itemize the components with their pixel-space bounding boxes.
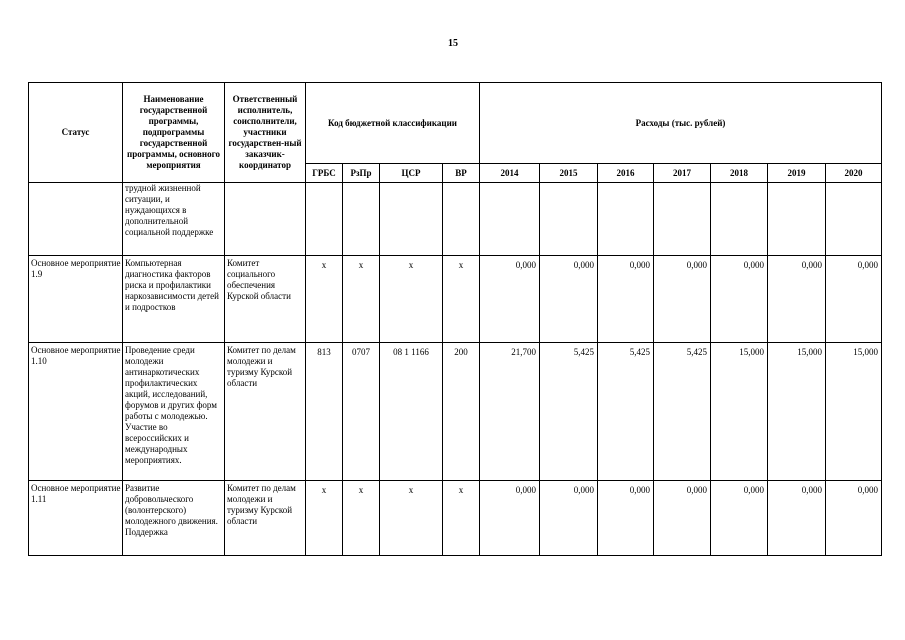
page-number: 15 — [448, 38, 458, 49]
value-cell: 0,000 — [480, 256, 540, 343]
header-vr: ВР — [443, 164, 480, 183]
value-cell: 0,000 — [480, 481, 540, 556]
vr-cell: 200 — [443, 343, 480, 481]
value-cell: 0,000 — [598, 481, 654, 556]
status-cell: Основное мероприятие 1.11 — [29, 481, 123, 556]
value-cell: 5,425 — [540, 343, 598, 481]
value-cell: 0,000 — [654, 256, 711, 343]
value-cell — [598, 183, 654, 256]
header-expenses: Расходы (тыс. рублей) — [480, 83, 882, 164]
grbs-cell: х — [306, 481, 343, 556]
header-year: 2015 — [540, 164, 598, 183]
value-cell: 15,000 — [826, 343, 882, 481]
header-program-name: Наименование государственной программы, подпрограммы государственной программы, основного мероприятия — [123, 83, 225, 183]
name-cell: трудной жизненной ситуации, и нуждающихся в дополнительной социальной поддержке — [123, 183, 225, 256]
grbs-cell: 813 — [306, 343, 343, 481]
value-cell: 0,000 — [711, 256, 768, 343]
value-cell: 0,000 — [540, 481, 598, 556]
grbs-cell: х — [306, 256, 343, 343]
value-cell: 21,700 — [480, 343, 540, 481]
table-row — [29, 481, 882, 556]
header-year: 2017 — [654, 164, 711, 183]
status-cell: Основное мероприятие 1.10 — [29, 343, 123, 481]
csr-cell — [380, 183, 443, 256]
value-cell: 15,000 — [711, 343, 768, 481]
csr-cell: х — [380, 481, 443, 556]
csr-cell: х — [380, 256, 443, 343]
grbs-cell — [306, 183, 343, 256]
executor-cell: Комитет по делам молодежи и туризму Курской области — [225, 481, 306, 556]
value-cell: 0,000 — [598, 256, 654, 343]
header-year: 2020 — [826, 164, 882, 183]
value-cell — [654, 183, 711, 256]
executor-cell — [225, 183, 306, 256]
value-cell — [480, 183, 540, 256]
header-executor: Ответственный исполнитель, соисполнители, участники государствен-ный заказчик-координатор — [225, 83, 306, 183]
status-cell: Основное мероприятие 1.9 — [29, 256, 123, 343]
vr-cell — [443, 183, 480, 256]
header-rzpr: РзПр — [343, 164, 380, 183]
budget-table — [28, 82, 882, 556]
csr-cell: 08 1 1166 — [380, 343, 443, 481]
value-cell: 15,000 — [768, 343, 826, 481]
value-cell — [711, 183, 768, 256]
header-year: 2019 — [768, 164, 826, 183]
header-year: 2014 — [480, 164, 540, 183]
header-budget-code: Код бюджетной классификации — [306, 83, 480, 164]
table-row — [29, 343, 882, 481]
header-year: 2016 — [598, 164, 654, 183]
name-cell: Развитие добровольческого (волонтерского) молодежного движения. Поддержка — [123, 481, 225, 556]
rzpr-cell — [343, 183, 380, 256]
name-cell: Проведение среди молодежи антинаркотических профилактических акций, исследований, форумов и других форм работы с молодежью. Участие во всероссийских и международных мероприятиях. — [123, 343, 225, 481]
executor-cell: Комитет по делам молодежи и туризму Курской области — [225, 343, 306, 481]
value-cell: 0,000 — [826, 481, 882, 556]
table-row — [29, 256, 882, 343]
value-cell: 0,000 — [654, 481, 711, 556]
rzpr-cell: 0707 — [343, 343, 380, 481]
value-cell: 0,000 — [711, 481, 768, 556]
rzpr-cell: х — [343, 481, 380, 556]
vr-cell: х — [443, 481, 480, 556]
rzpr-cell: х — [343, 256, 380, 343]
value-cell: 5,425 — [654, 343, 711, 481]
value-cell: 0,000 — [768, 481, 826, 556]
header-status: Статус — [29, 83, 123, 183]
name-cell: Компьютерная диагностика факторов риска и профилактики наркозависимости детей и подростков — [123, 256, 225, 343]
value-cell: 0,000 — [540, 256, 598, 343]
table-row — [29, 183, 882, 256]
value-cell — [768, 183, 826, 256]
value-cell — [540, 183, 598, 256]
header-year: 2018 — [711, 164, 768, 183]
value-cell: 0,000 — [826, 256, 882, 343]
value-cell: 5,425 — [598, 343, 654, 481]
value-cell: 0,000 — [768, 256, 826, 343]
executor-cell: Комитет социального обеспечения Курской области — [225, 256, 306, 343]
vr-cell: х — [443, 256, 480, 343]
header-grbs: ГРБС — [306, 164, 343, 183]
value-cell — [826, 183, 882, 256]
header-csr: ЦСР — [380, 164, 443, 183]
status-cell — [29, 183, 123, 256]
